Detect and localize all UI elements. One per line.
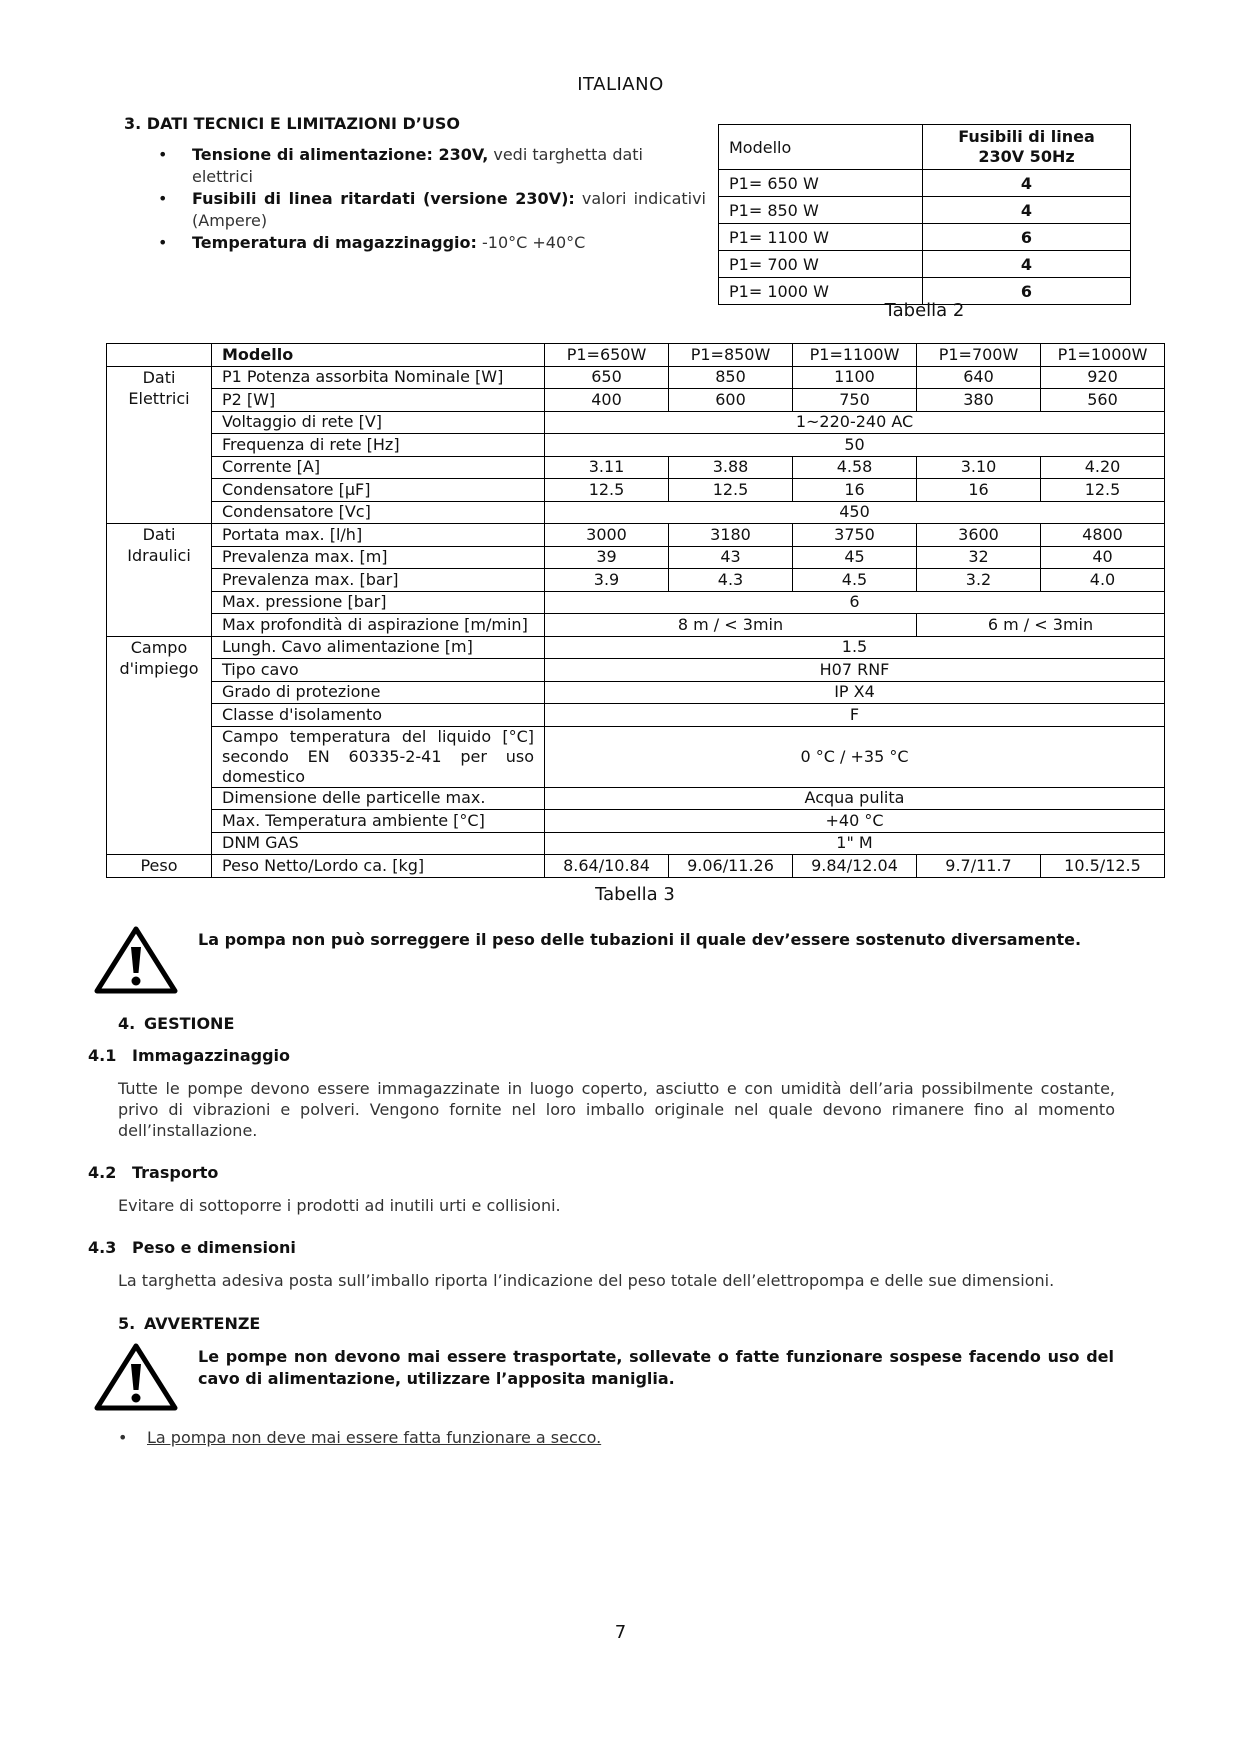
- warning-triangle-icon: [93, 925, 179, 995]
- table-row: Tipo cavo H07 RNF: [107, 659, 1165, 682]
- table-row: Classe d'isolamento F: [107, 704, 1165, 727]
- table-row: Frequenza di rete [Hz] 50: [107, 434, 1165, 457]
- fuse-header-model: Modello: [719, 125, 923, 170]
- table-row: P1= 1000 W 6: [719, 278, 1131, 305]
- warning-triangle-icon: [93, 1342, 179, 1412]
- table-row: Campo d'impiego Lungh. Cavo alimentazione [m] 1.5: [107, 636, 1165, 659]
- table-row: Peso Peso Netto/Lordo ca. [kg] 8.64/10.84 9.06/11.26 9.84/12.04 9.7/11.7 10.5/12.5: [107, 855, 1165, 878]
- table-row: Max. Temperatura ambiente [°C] +40 °C: [107, 810, 1165, 833]
- table-row: Grado di protezione IP X4: [107, 681, 1165, 704]
- spec-table: [106, 343, 1165, 878]
- table-row: Dati Elettrici P1 Potenza assorbita Nominale [W] 650 850 1100 640 920: [107, 366, 1165, 389]
- table-row: Condensatore [µF] 12.5 12.5 16 16 12.5: [107, 479, 1165, 502]
- warning-text-pipes: La pompa non può sorreggere il peso delle tubazioni il quale dev’essere sostenuto diversamente.: [198, 930, 1082, 949]
- table-row: P1= 700 W 4: [719, 251, 1131, 278]
- table-row: P1= 850 W 4: [719, 197, 1131, 224]
- table-row: Max profondità di aspirazione [m/min] 8 m / < 3min 6 m / < 3min: [107, 614, 1165, 637]
- spec-item-fuses: • Fusibili di linea ritardati (versione 230V): valori indicativi (Ampere): [150, 188, 706, 232]
- language-heading: ITALIANO: [577, 74, 664, 95]
- table-row: P1= 650 W 4: [719, 170, 1131, 197]
- section-4-3-title: 4.3 Peso e dimensioni: [88, 1238, 296, 1257]
- section-5-title: 5. AVVERTENZE: [118, 1314, 261, 1333]
- spec-header-model: Modello: [212, 344, 545, 367]
- spec-list: [150, 144, 706, 254]
- group-hydraulic: Dati Idraulici: [107, 524, 212, 637]
- table-row: Max. pressione [bar] 6: [107, 591, 1165, 614]
- section-4-1-title: 4.1 Immagazzinaggio: [88, 1046, 291, 1065]
- fuse-table-header: [719, 125, 1131, 170]
- dry-run-warning: • La pompa non deve mai essere fatta funzionare a secco.: [118, 1428, 602, 1447]
- fuse-header-fuse: Fusibili di linea 230V 50Hz: [923, 125, 1131, 170]
- page-number: 7: [614, 1622, 627, 1643]
- table-2-caption: Tabella 2: [884, 300, 965, 321]
- section-4-3-text: La targhetta adesiva posta sull’imballo riporta l’indicazione del peso totale dell’elettropompa e delle sue dimensioni.: [118, 1271, 1055, 1290]
- table-row: Prevalenza max. [m] 39 43 45 32 40: [107, 546, 1165, 569]
- table-row: P2 [W] 400 600 750 380 560: [107, 389, 1165, 412]
- table-row: Dati Idraulici Portata max. [l/h] 3000 3180 3750 3600 4800: [107, 524, 1165, 547]
- group-use: Campo d'impiego: [107, 636, 212, 855]
- table-row: Modello P1=650W P1=850W P1=1100W P1=700W P1=1000W: [107, 344, 1165, 367]
- spec-item-voltage: • Tensione di alimentazione: 230V, vedi targhetta dati elettrici: [150, 144, 706, 188]
- table-row: DNM GAS 1" M: [107, 832, 1165, 855]
- table-row: Campo temperatura del liquido [°C] secondo EN 60335-2-41 per uso domestico 0 °C / +35 °C: [107, 726, 1165, 787]
- section-4-2-title: 4.2 Trasporto: [88, 1163, 219, 1182]
- spec-item-storage-temp: • Temperatura di magazzinaggio: -10°C +40°C: [150, 232, 706, 254]
- table-3-caption: Tabella 3: [595, 884, 675, 905]
- section-4-title: 4. GESTIONE: [118, 1014, 235, 1033]
- group-electric: Dati Elettrici: [107, 366, 212, 524]
- table-row: Prevalenza max. [bar] 3.9 4.3 4.5 3.2 4.0: [107, 569, 1165, 592]
- section-3-title: 3. DATI TECNICI E LIMITAZIONI D’USO: [124, 114, 460, 133]
- warning-text-cable: Le pompe non devono mai essere trasportate, sollevate o fatte funzionare sospese facendo uso del cavo di alimentazione, utilizzare l’apposita maniglia.: [198, 1347, 1114, 1388]
- table-row: Corrente [A] 3.11 3.88 4.58 3.10 4.20: [107, 456, 1165, 479]
- table-row: P1= 1100 W 6: [719, 224, 1131, 251]
- section-4-1-text: Tutte le pompe devono essere immagazzinate in luogo coperto, asciutto e con umidità dell’aria possibilmente costante, privo di vibrazioni e polveri. Vengono fornite nel loro imballo originale nel quale devono rimanere fino al momento dell’installazione.: [118, 1079, 1115, 1140]
- group-weight: Peso: [107, 855, 212, 878]
- fuse-table: [718, 124, 1131, 305]
- table-row: Voltaggio di rete [V] 1~220-240 AC: [107, 411, 1165, 434]
- section-4-2-text: Evitare di sottoporre i prodotti ad inutili urti e collisioni.: [118, 1196, 561, 1215]
- table-row: Dimensione delle particelle max. Acqua pulita: [107, 787, 1165, 810]
- table-row: Condensatore [Vc] 450: [107, 501, 1165, 524]
